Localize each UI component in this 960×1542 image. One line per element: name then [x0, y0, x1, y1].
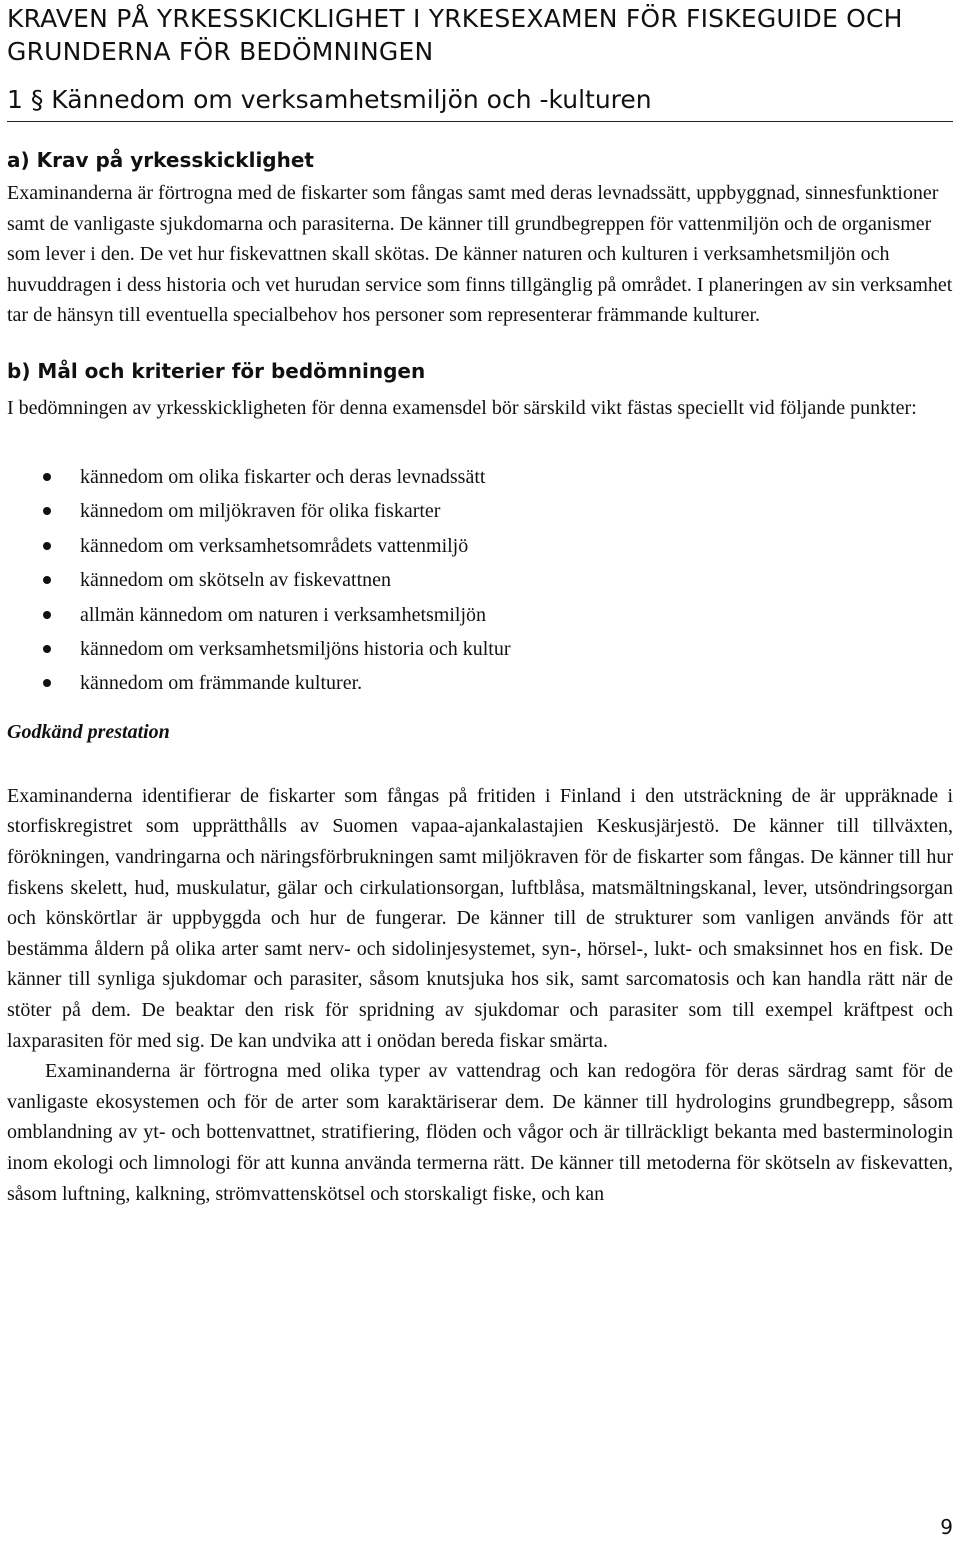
section-heading: 1 § Kännedom om verksamhetsmiljön och -kulturen — [7, 85, 953, 122]
approved-paragraph-1: Examinanderna identifierar de fiskarter som fångas på fritiden i Finland i den utsträckning de är uppräknade i storfiskregistret som upprätthålls av Suomen vapaa-ajankalastajien Keskusjärjestö. De känner till tillväxten, förökningen, vandringarna och näringsförbrukningen samt miljökraven för de fiskarter som fångas. De känner till hur fiskens skelett, hud, muskulatur, gälar och cirkulationsorgan, luftblåsa, matsmältningskanal, lever, utsöndringsorgan och könskörtlar är uppbyggda och hur de fungerar. De känner till de strukturer som vanligen används för att bestämma åldern på olika arter samt nerv- och sidolinjesystemet, syn-, hörsel-, lukt- och smaksinnet hos en fisk. De känner till synliga sjukdomar och parasiter, såsom knutsjuka hos sik, samt sarcomatosis och kan handla rätt när de stöter på dem. De beaktar den risk för spridning av sjukdomar och parasiter som till exempel kräftpest och laxparasiten för med sig. De kan undvika att i onödan bereda fiskar smärta. — [7, 784, 953, 1052]
document-title: KRAVEN PÅ YRKESSKICKLIGHET I YRKESEXAMEN FÖR FISKEGUIDE OCH GRUNDERNA FÖR BEDÖMNINGEN — [7, 4, 903, 66]
list-item — [7, 529, 953, 563]
list-item — [7, 598, 953, 632]
bullet-icon — [43, 679, 51, 687]
page-number: 9 — [940, 1515, 953, 1539]
bullet-icon — [43, 473, 51, 481]
criteria-heading: b) Mål och kriterier för bedömningen — [7, 358, 426, 383]
list-item-text: kännedom om verksamhetsmiljöns historia och kultur — [80, 638, 511, 661]
requirements-heading: a) Krav på yrkesskicklighet — [7, 148, 314, 172]
list-item — [7, 563, 953, 597]
list-item-text: kännedom om verksamhetsområdets vattenmiljö — [80, 534, 469, 557]
list-item-text: kännedom om olika fiskarter och deras levnadssätt — [80, 466, 486, 488]
criteria-list — [7, 460, 953, 701]
bullet-icon — [43, 645, 51, 653]
approved-paragraph-2: Examinanderna är förtrogna med olika typer av vattendrag och kan redogöra för deras särdrag samt för de vanligaste ekosystemen och för de arter som karaktäriserar dem. De känner till hydrologins grundbegrepp, såsom omblandning av yt- och bottenvattnet, stratifiering, flöden och vågor och är tillräckligt bekanta med basterminologin inom ekologi och limnologi för att kunna använda termerna rätt. De känner till metoderna för skötseln av fiskevatten, såsom luftning, kalkning, strömvattenskötsel och storskaligt fiske, och kan — [7, 1060, 953, 1205]
bullet-icon — [43, 576, 51, 584]
document-page — [7, 0, 953, 1209]
list-item-text: kännedom om främmande kulturer. — [80, 672, 363, 695]
criteria-intro: I bedömningen av yrkesskickligheten för denna examensdel bör särskild vikt fästas speciellt vid följande punkter: — [7, 396, 917, 419]
bullet-icon — [43, 507, 51, 515]
list-item — [7, 632, 953, 666]
requirements-paragraph: Examinanderna är förtrogna med de fiskarter som fångas samt med deras levnadssätt, uppbyggnad, sinnesfunktioner samt de vanligaste sjukdomarna och parasiterna. De känner till grundbegreppen för vattenmiljön och de organismer som lever i den. De vet hur fiskevattnen skall skötas. De känner naturen och kulturen i verksamhetsmiljön och huvuddragen i dess historia och vet hurudan service som finns tillgänglig på området. I planeringen av sin verksamhet tar de hänsyn till eventuella specialbehov hos personer som representerar främmande kulturer. — [7, 182, 953, 326]
bullet-icon — [43, 542, 51, 550]
list-item — [7, 460, 953, 494]
list-item-text: kännedom om skötseln av fiskevattnen — [80, 569, 392, 592]
approved-heading: Godkänd prestation — [7, 720, 170, 743]
list-item — [7, 666, 953, 700]
list-item-text: kännedom om miljökraven för olika fiskarter — [80, 500, 441, 523]
list-item-text: allmän kännedom om naturen i verksamhetsmiljön — [80, 603, 487, 626]
bullet-icon — [43, 611, 51, 619]
list-item — [7, 494, 953, 528]
